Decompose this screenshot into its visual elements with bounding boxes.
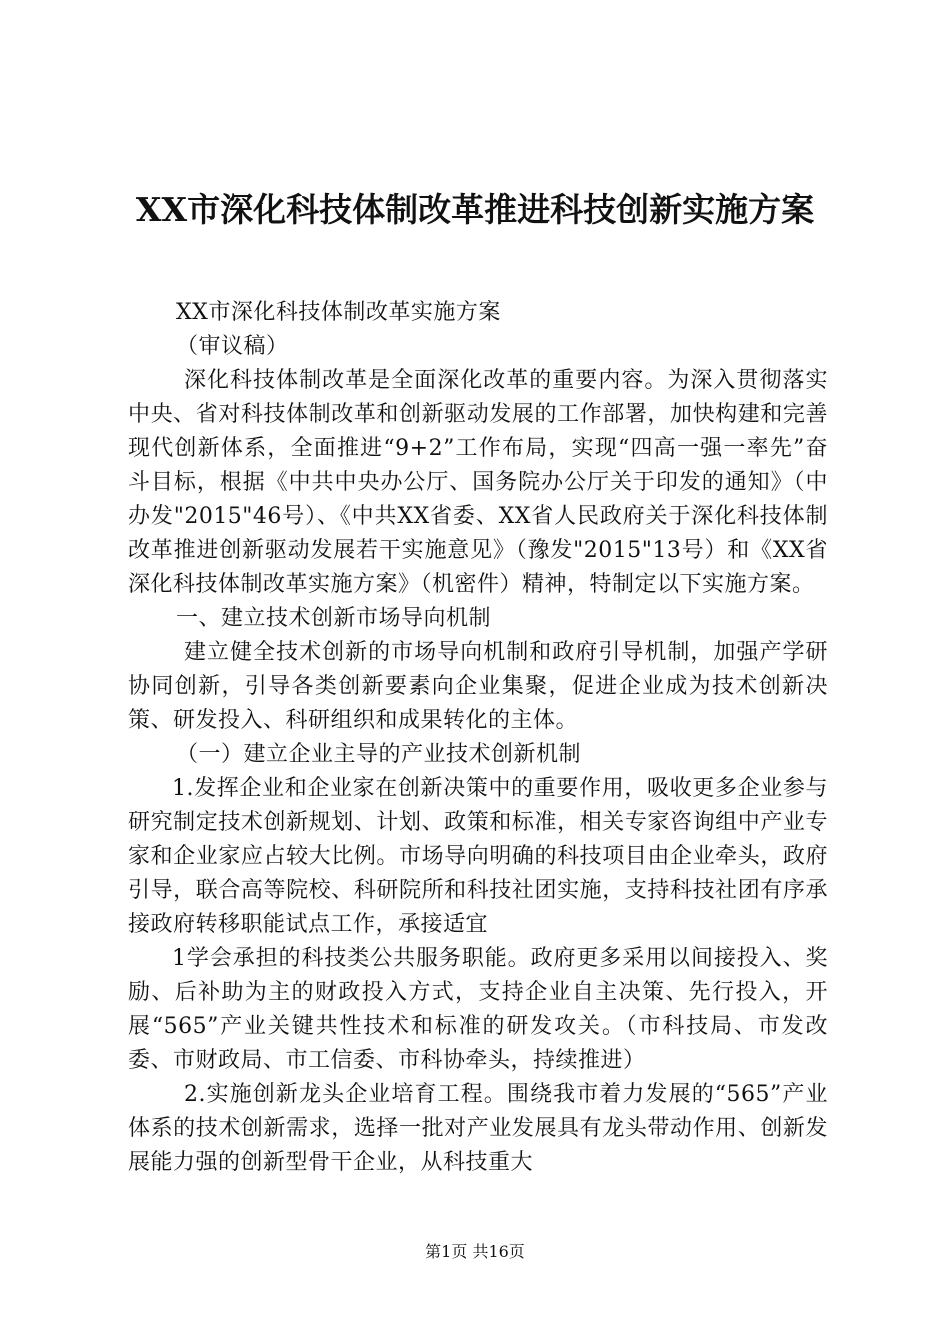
item-2-paragraph: 2.实施创新龙头企业培育工程。围绕我市着力发展的“565”产业体系的技术创新需求，选择一批对产业发展具有龙头带动作用、创新发展能力强的创新型骨干企业，从科技重大 xyxy=(128,1082,828,1175)
draft-note-paragraph: （审议稿） xyxy=(176,334,289,359)
intro-paragraph: 深化科技体制改革是全面深化改革的重要内容。为深入贯彻落实中央、省对科技体制改革和创新驱动发展的工作部署，加快构建和完善现代创新体系，全面推进“9+2”工作布局，实现“四高一强一率先”奋斗目标，根据《中共中央办公厅、国务院办公厅关于印发的通知》（中办发"2015"46号）、《中共XX省委、XX省人民政府关于深化科技体制改革推进创新驱动发展若干实施意见》（豫发"2015"13号）和《XX省深化科技体制改革实施方案》（机密件）精神，特制定以下实施方案。 xyxy=(128,368,828,597)
document-title: XX市深化科技体制改革推进科技创新实施方案 xyxy=(135,190,815,229)
subtitle-paragraph: XX市深化科技体制改革实施方案 xyxy=(176,300,501,325)
section-heading-1: 一、建立技术创新市场导向机制 xyxy=(176,606,492,631)
item-1-paragraph: 1.发挥企业和企业家在创新决策中的重要作用，吸收更多企业参与研究制定技术创新规划、计划、政策和标准，相关专家咨询组中产业专家和企业家应占较大比例。市场导向明确的科技项目由企业牵头，政府引导，联合高等院校、科研院所和科技社团实施，支持科技社团有序承接政府转移职能试点工作，承接适宜 xyxy=(128,776,828,937)
page-footer: 第1页 共16页 xyxy=(425,1242,525,1261)
document-body xyxy=(128,296,828,1180)
section-1-paragraph: 建立健全技术创新的市场导向机制和政府引导机制，加强产学研协同创新，引导各类创新要素向企业集聚，促进企业成为技术创新决策、研发投入、科研组织和成果转化的主体。 xyxy=(128,640,828,733)
subsection-heading-1: （一）建立企业主导的产业技术创新机制 xyxy=(176,742,582,767)
item-1-continued-paragraph: 1学会承担的科技类公共服务职能。政府更多采用以间接投入、奖励、后补助为主的财政投入方式，支持企业自主决策、先行投入，开展“565”产业关键共性技术和标准的研发攻关。（市科技局、市发改委、市财政局、市工信委、市科协牵头，持续推进） xyxy=(128,946,828,1073)
